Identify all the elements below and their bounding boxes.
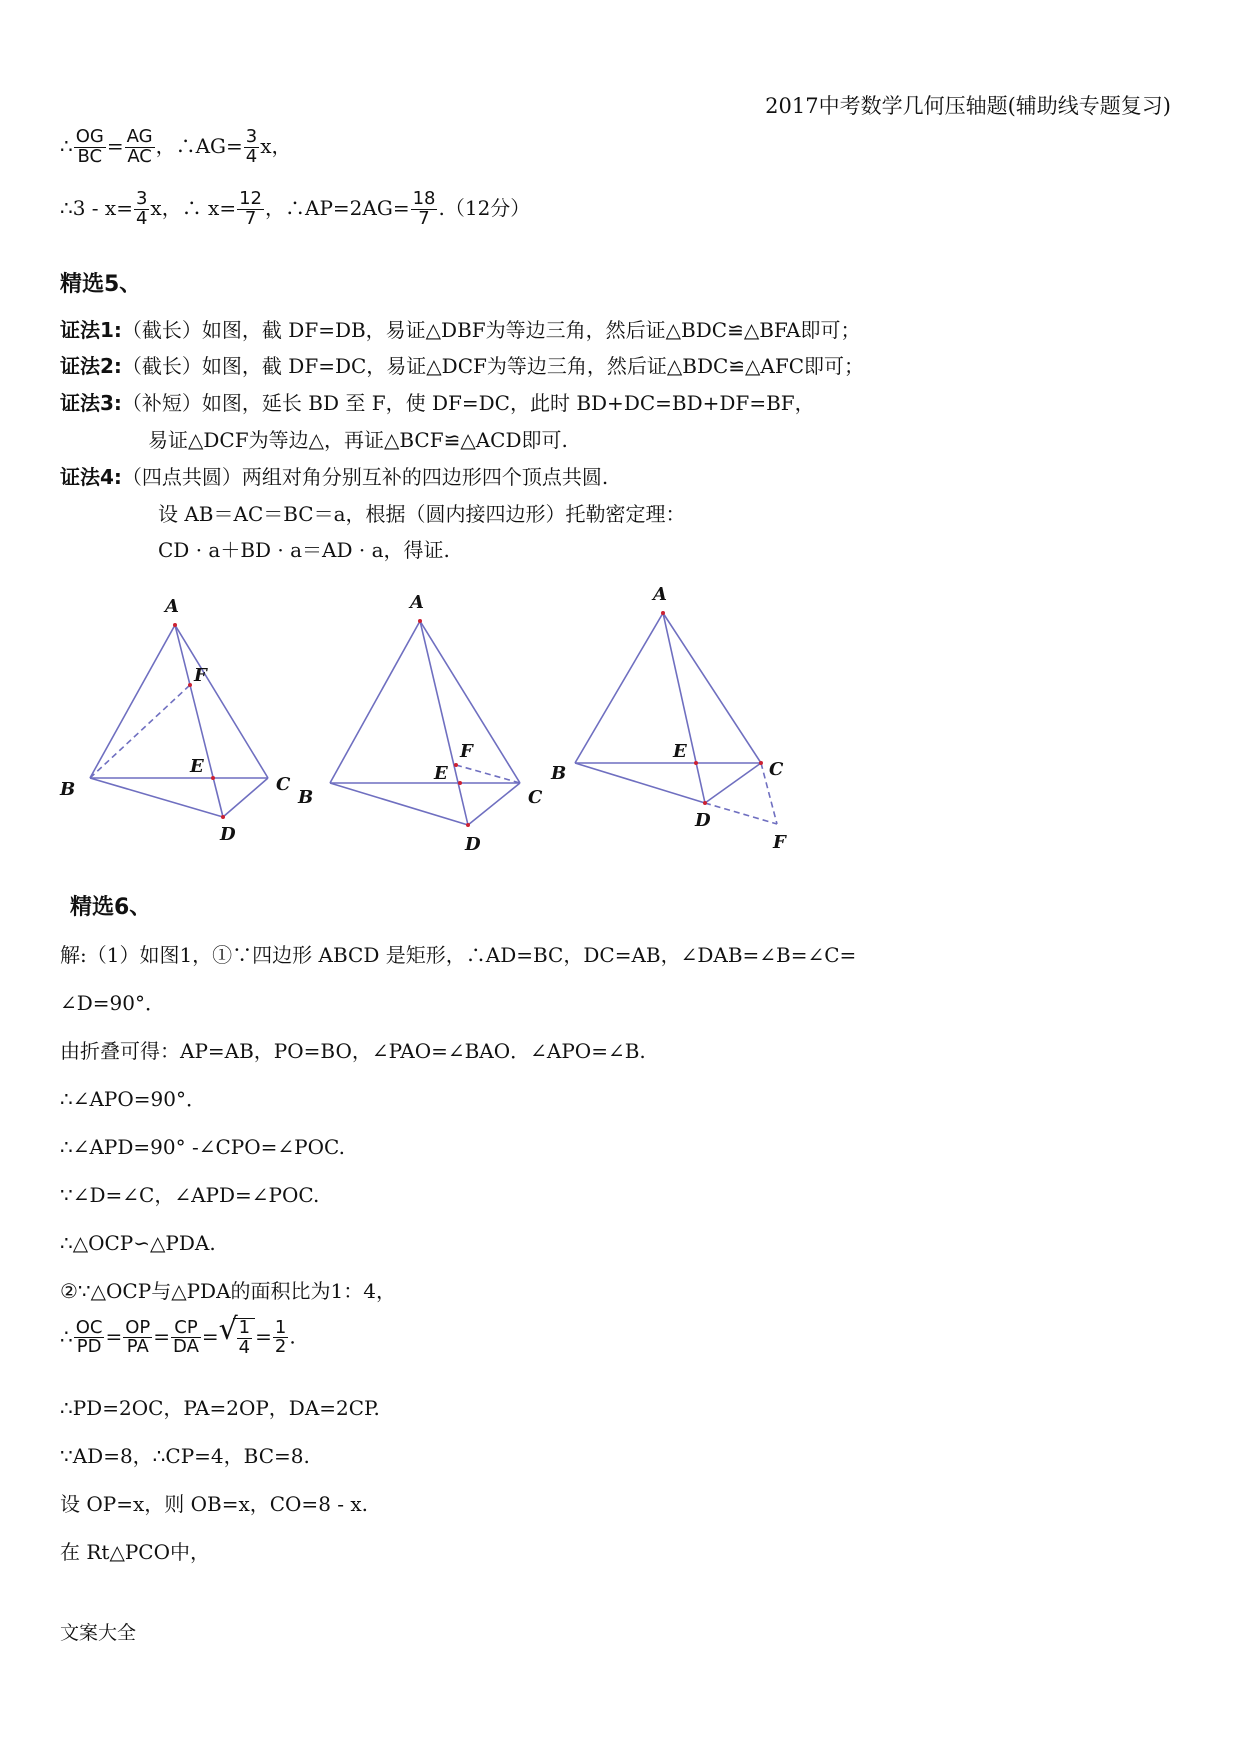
numerator: OP xyxy=(125,1316,151,1338)
text: x，∴ x= xyxy=(150,195,237,220)
numerator: 3 xyxy=(135,188,148,209)
vertex-label-d: D xyxy=(695,810,711,831)
proof-label: 证法2: xyxy=(60,354,122,378)
denominator: PA xyxy=(126,1336,149,1358)
text: ∴ xyxy=(60,1324,73,1349)
proof-3 xyxy=(60,393,815,413)
equals: = xyxy=(201,1324,219,1349)
header-title: 2017中考数学几何压轴题(辅助线专题复习) xyxy=(765,94,1171,118)
fraction xyxy=(123,1316,152,1358)
proof-2 xyxy=(60,356,864,376)
vertex-label-c: C xyxy=(769,759,784,780)
vertex-label-d: D xyxy=(465,834,481,855)
figure-3 xyxy=(545,580,805,855)
numerator: OG xyxy=(75,126,104,147)
vertex-label-f: F xyxy=(773,832,786,853)
solution-line: ∴∠APD=90° -∠CPO=∠POC. xyxy=(60,1135,345,1159)
fraction xyxy=(273,1316,288,1358)
fraction xyxy=(411,190,438,229)
text: ，∴AP=2AG= xyxy=(265,195,410,220)
figure-2 xyxy=(290,585,570,855)
solution-line: ②∵△OCP与△PDA的面积比为1：4， xyxy=(60,1279,396,1303)
text: . xyxy=(289,1324,296,1349)
proof-label: 证法4: xyxy=(60,465,122,489)
denominator: 4 xyxy=(135,207,148,229)
vertex-label-a: A xyxy=(165,596,179,617)
numerator: 18 xyxy=(412,188,436,209)
vertex-label-e: E xyxy=(673,741,687,762)
equals: = xyxy=(106,133,124,158)
footer-text: 文案大全 xyxy=(60,1622,137,1644)
vertex-label-a: A xyxy=(410,592,424,613)
proof-4-line-3: CD · a＋BD · a＝AD · a，得证. xyxy=(158,538,450,562)
solution-line: 在 Rt△PCO中， xyxy=(60,1540,210,1564)
denominator: DA xyxy=(173,1336,199,1358)
fraction xyxy=(74,1316,105,1358)
denominator: 7 xyxy=(244,207,257,229)
solution-line: ∴△OCP∽△PDA. xyxy=(60,1231,216,1255)
fraction xyxy=(125,128,155,167)
fraction xyxy=(244,128,259,167)
formula-line-1 xyxy=(60,128,292,167)
proof-4-line-2: 设 AB＝AC＝BC＝a，根据（圆内接四边形）托勒密定理： xyxy=(158,502,686,526)
vertex-label-f: F xyxy=(460,741,473,762)
solution-line: ∵AD=8，∴CP=4，BC=8. xyxy=(60,1444,310,1468)
proof-4 xyxy=(60,467,608,487)
vertex-label-a: A xyxy=(653,584,667,605)
numerator: CP xyxy=(171,1319,201,1339)
vertex-label-c: C xyxy=(528,787,543,808)
text: .（12分） xyxy=(438,195,531,220)
proof-text: （截长）如图，截 DF=DB，易证△DBF为等边三角，然后证△BDC≌△BFA即可； xyxy=(121,318,861,342)
figure-1 xyxy=(50,585,310,845)
text: x， xyxy=(260,133,292,158)
text: ∴3 - x= xyxy=(60,195,133,220)
proof-text: （补短）如图，延长 BD 至 F，使 DF=DC，此时 BD+DC=BD+DF=BF， xyxy=(121,391,815,415)
proof-label: 证法3: xyxy=(60,391,122,415)
denominator: 7 xyxy=(418,207,430,229)
ratio-formula xyxy=(60,1318,296,1358)
solution-line: 设 OP=x，则 OB=x，CO=8 - x. xyxy=(60,1492,369,1516)
numerator: OC xyxy=(75,1316,103,1338)
fraction xyxy=(134,190,149,229)
fraction xyxy=(237,190,264,229)
numerator: AG xyxy=(126,126,153,147)
proof-label: 证法1: xyxy=(60,318,122,342)
proof-text: （截长）如图，截 DF=DC，易证△DCF为等边三角，然后证△BDC≌△AFC即可； xyxy=(121,354,865,378)
denominator: BC xyxy=(77,145,103,167)
fraction xyxy=(171,1316,201,1358)
solution-line: ∴∠APO=90°． xyxy=(60,1087,206,1111)
numerator: 12 xyxy=(239,188,263,209)
fraction xyxy=(237,1319,252,1358)
text: ∴ xyxy=(60,133,73,158)
vertex-label-b: B xyxy=(551,763,567,784)
solution-line: ∴PD=2OC，PA=2OP，DA=2CP. xyxy=(60,1396,380,1420)
equals: = xyxy=(105,1324,123,1349)
denominator: 2 xyxy=(274,1336,287,1358)
denominator: AC xyxy=(127,145,152,167)
vertex-label-e: E xyxy=(434,763,448,784)
proof-3-cont: 易证△DCF为等边△，再证△BCF≌△ACD即可. xyxy=(148,428,568,452)
denominator: PD xyxy=(76,1336,102,1358)
vertex-label-b: B xyxy=(60,779,76,800)
vertex-label-d: D xyxy=(220,824,236,845)
fraction xyxy=(74,128,106,167)
text: ，∴AG= xyxy=(155,133,243,158)
denominator: 4 xyxy=(238,1336,251,1358)
formula-line-2 xyxy=(60,190,530,229)
solution-line: ∠D=90°． xyxy=(60,991,165,1015)
vertex-label-f: F xyxy=(194,665,207,686)
solution-line: ∵∠D=∠C，∠APD=∠POC. xyxy=(60,1183,320,1207)
section-title-5: 精选5、 xyxy=(60,272,142,297)
square-root xyxy=(233,1318,255,1358)
solution-line: 由折叠可得：AP=AB，PO=BO，∠PAO=∠BAO．∠APO=∠B. xyxy=(60,1039,646,1063)
vertex-label-e: E xyxy=(190,756,204,777)
numerator: 3 xyxy=(245,126,258,147)
denominator: 4 xyxy=(245,145,258,167)
proof-text: （四点共圆）两组对角分别互补的四边形四个顶点共圆. xyxy=(121,465,609,489)
equals: = xyxy=(255,1324,272,1349)
numerator: 1 xyxy=(274,1316,287,1338)
solution-line: 解:（1）如图1，①∵四边形 ABCD 是矩形，∴AD=BC，DC=AB，∠DAB=∠B=∠C= xyxy=(60,943,857,967)
vertex-label-c: C xyxy=(276,774,291,795)
numerator: √ 1 xyxy=(238,1317,251,1338)
section-title-6: 精选6、 xyxy=(70,895,152,920)
proof-1 xyxy=(60,320,861,340)
vertex-label-b: B xyxy=(298,787,314,808)
equals: = xyxy=(153,1324,171,1349)
